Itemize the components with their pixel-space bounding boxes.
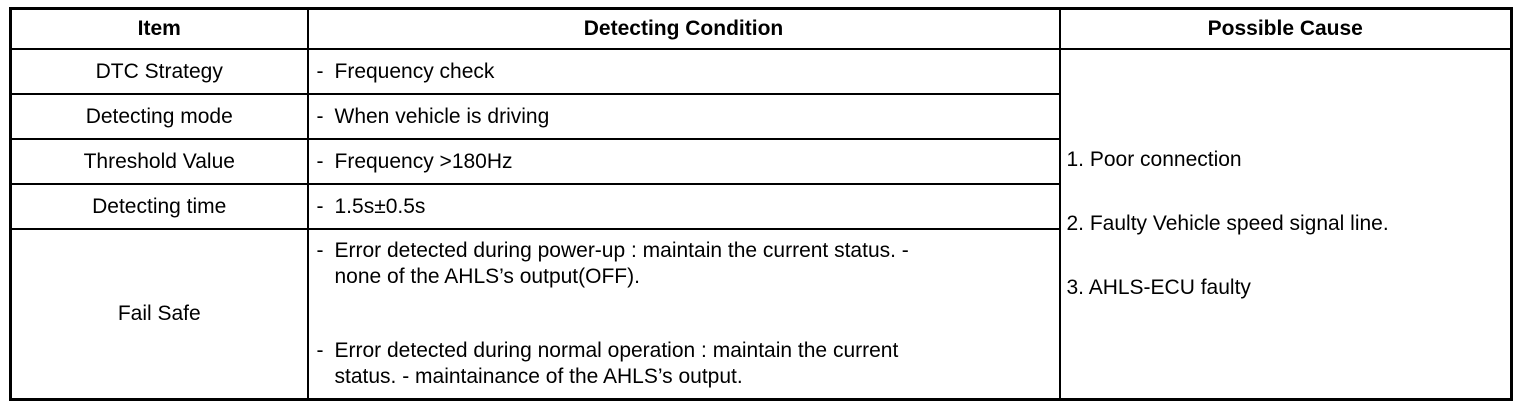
condition-cell — [308, 184, 1060, 229]
condition-text: 1.5s±0.5s — [334, 194, 426, 218]
cause-item: 1. Poor connection — [1066, 147, 1242, 171]
condition-cell — [308, 229, 1060, 399]
dash: - — [316, 104, 324, 128]
condition-cell — [308, 94, 1060, 139]
condition-cell — [308, 139, 1060, 184]
item-cell: Fail Safe — [11, 229, 308, 399]
dash: - — [316, 149, 324, 173]
item-cell: DTC Strategy — [11, 49, 308, 94]
dash: - — [316, 59, 324, 83]
header-cause: Possible Cause — [1060, 9, 1512, 50]
dash: - — [316, 194, 324, 218]
item-cell: Threshold Value — [11, 139, 308, 184]
condition-text: Frequency check — [334, 59, 495, 83]
header-condition: Detecting Condition — [308, 9, 1060, 50]
fail-safe-text: status. - maintainance of the AHLS’s output. — [334, 364, 743, 388]
condition-cell — [308, 49, 1060, 94]
dash: - — [316, 338, 324, 362]
fail-safe-block-2 — [317, 338, 1059, 390]
fail-safe-text: Error detected during power-up : maintain the current status. - — [334, 238, 909, 262]
table-row — [11, 49, 1512, 94]
header-row — [11, 9, 1512, 50]
item-cell: Detecting mode — [11, 94, 308, 139]
dtc-table — [9, 7, 1513, 401]
possible-cause-cell — [1060, 49, 1512, 399]
fail-safe-text: Error detected during normal operation : maintain the current — [334, 338, 899, 362]
condition-text: When vehicle is driving — [334, 104, 550, 128]
cause-item: 3. AHLS-ECU faulty — [1066, 275, 1251, 299]
condition-text: Frequency >180Hz — [334, 149, 513, 173]
header-item: Item — [11, 9, 308, 50]
item-cell: Detecting time — [11, 184, 308, 229]
dash: - — [316, 238, 324, 262]
fail-safe-block-1 — [317, 238, 1059, 290]
fail-safe-text: none of the AHLS’s output(OFF). — [334, 264, 640, 288]
cause-item: 2. Faulty Vehicle speed signal line. — [1066, 211, 1389, 235]
